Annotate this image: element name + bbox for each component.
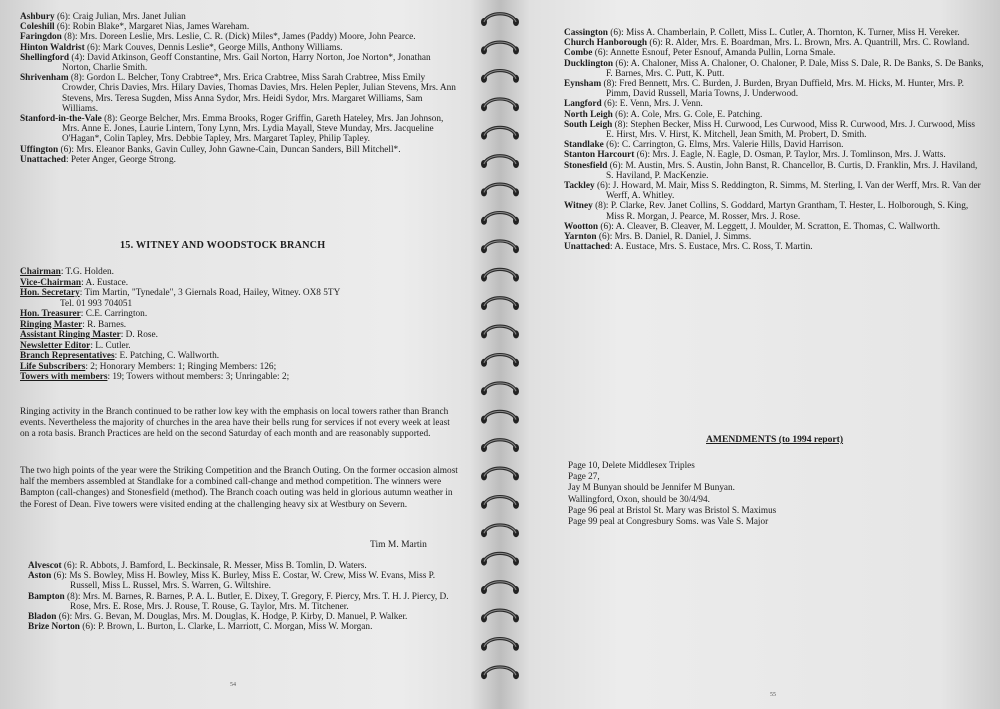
tower-entry — [28, 592, 453, 612]
tower-name: Witney — [564, 201, 593, 212]
tower-entry — [564, 110, 984, 120]
tower-name: Alvescot — [28, 561, 62, 571]
binding-ring — [481, 127, 519, 139]
tower-entry — [564, 140, 984, 150]
binding-ring — [481, 411, 519, 423]
tower-members: (8): Stephen Becker, Miss H. Curwood, Les Curwood, Miss R. Curwood, Mrs. J. Curwood, Miss E. Hirst, Mrs. V. Hirst, K. Mitchell, Jean Smith, M. Probert, D. Smith. — [606, 119, 976, 141]
tower-entry — [28, 561, 453, 571]
tower-name: South Leigh — [564, 119, 613, 130]
tower-members: (8): George Belcher, Mrs. Emma Brooks, Roger Griffin, Gareth Hateley, Mrs. Jan Johnson, Mrs. Anne E. Jones, Laurie Lintern, Tony Lynn, Mrs. Lydia Mayall, Steve Munday, Mrs. Jacqueline O'Hagan*, Colin Tapley, Mrs. Debbie Tapley, Mrs. Margaret Tapley, Philip Tapley. — [62, 114, 444, 145]
page-number: 54 — [230, 682, 236, 688]
report-paragraph-1: Ringing activity in the Branch continued to be rather low key with the emphasis on local towers rather than Branch events. Nevertheless the majority of churches in the area have their bells rung for services if not every week at least on a rota basis. Branch Practices are held on the second Saturday of each month and are reasonably supported. — [20, 407, 450, 440]
binding-ring — [481, 383, 519, 395]
tower-name: Combe — [564, 48, 593, 59]
tower-members: (6): A. Chaloner, Miss A. Chaloner, O. Chaloner, P. Dale, Miss S. Dale, R. De Banks, S. De Banks, F. Barnes, Mrs. C. Putt, K. Putt. — [606, 58, 984, 79]
tower-entry — [564, 222, 984, 232]
tower-members: (8): P. Clarke, Rev. Janet Collins, S. Goddard, Martyn Grantham, T. Hester, L. Holborough, S. King, Miss R. Morgan, J. Pearce, M. Rosser, Mrs. J. Rose. — [592, 201, 969, 222]
tower-entry — [564, 99, 984, 109]
officer-line — [20, 372, 460, 383]
tower-name: Unattached — [20, 154, 66, 165]
officer-line — [20, 341, 460, 352]
tower-members: (6): E. Venn, Mrs. J. Venn. — [601, 99, 703, 110]
binding-ring — [481, 269, 519, 281]
tower-name: Shellingford — [20, 52, 70, 63]
binding-ring — [481, 639, 519, 651]
binding-ring — [481, 667, 519, 679]
tower-list-bottom — [28, 561, 453, 632]
tower-name: Shrivenham — [20, 73, 69, 84]
binding-ring — [481, 184, 519, 196]
tower-members: (6): Mrs. J. Eagle, N. Eagle, D. Osman, P. Taylor, Mrs. J. Tomlinson, Mrs. J. Watts. — [634, 150, 946, 161]
tower-members: (8): Fred Bennett, Mrs. C. Burden, J. Burden, Bryan Duffield, Mrs. M. Hicks, M. Hunter, Mrs. P. Pimm, David Russell, Maria Towns, J. Underwood. — [601, 79, 964, 100]
tower-members: (6): Mrs. G. Bevan, M. Douglas, Mrs. M. Douglas, K. Hodge, P. Kirby, D. Manuel, P. Walker. — [56, 612, 408, 623]
tower-members: (6): J. Howard, M. Mair, Miss S. Reddington, R. Simms, M. Sterling, I. Van der Werff, Mrs. R. Van der Werff, A. Whitley. — [594, 181, 981, 202]
officer-line — [20, 330, 460, 341]
officer-role: Assistant Ringing Master — [20, 330, 121, 340]
officer-line — [20, 362, 460, 373]
tower-members: (6): R. Abbots, J. Bamford, L. Beckinsale, R. Messer, Miss B. Tomlin, D. Waters. — [61, 561, 367, 571]
tower-name: Bladon — [28, 612, 57, 623]
tower-members: (8): Mrs. Doreen Leslie, Mrs. Leslie, C. R. (Dick) Miles*, James (Paddy) Moore, John Pearce. — [61, 32, 416, 43]
officer-role: Towers with members — [20, 372, 108, 382]
tower-name: Standlake — [564, 140, 604, 151]
binding-ring — [481, 71, 519, 83]
officer-role: Ringing Master — [20, 319, 83, 330]
officer-line — [20, 299, 460, 310]
tower-name: Church Hanborough — [564, 38, 648, 49]
binding-ring — [481, 525, 519, 537]
tower-name: Ashbury — [20, 12, 55, 22]
right-page — [522, 0, 1000, 709]
tower-name: Cassington — [564, 28, 608, 38]
tower-name: Yarnton — [564, 232, 597, 243]
tower-entry — [20, 53, 460, 73]
tower-members: (6): Ms S. Bowley, Miss H. Bowley, Miss K. Burley, Miss E. Costar, W. Crew, Miss W. Evans, Miss P. Russell, Miss L. Russel, Mrs. S. Warren, G. Wiltshire. — [51, 571, 436, 592]
officer-line — [20, 278, 460, 289]
binding-ring — [481, 355, 519, 367]
officer-value: : R. Barnes. — [82, 319, 127, 330]
report-paragraph-2: The two high points of the year were the Striking Competition and the Branch Outing. On the former occasion almost half the members assembled at Standlake for a combined call-change and method competition. The winners were Bampton (call-changes) and Stonesfield (method). The Branch coach outing was held in glorious autumn weather in the Forest of Dean. Five towers were visited ending at the challenging heavy six at Westbury on Severn. — [20, 466, 458, 510]
officer-role: Life Subscribers — [20, 361, 86, 372]
tower-entry — [28, 612, 453, 622]
tower-entry — [20, 155, 460, 165]
tower-name: Coleshill — [20, 22, 55, 33]
report-signature: Tim M. Martin — [370, 540, 427, 550]
branch-officers — [20, 267, 460, 383]
tower-entry — [564, 28, 984, 38]
officer-line — [20, 288, 460, 299]
officer-value: : A. Eustace. — [81, 277, 129, 288]
tower-entry — [20, 22, 460, 32]
officer-line — [20, 320, 460, 331]
tower-members: (8): Gordon L. Belcher, Tony Crabtree*, Mrs. Erica Crabtree, Miss Sarah Crabtree, Miss Emily Crowder, Chris Davies, Mrs. Hilary Davies, Thomas Davies, Mrs. Helen Pepler, Julian Stevens, Mrs. Ann Stevens, Mrs. Teresa Sugden, Miss Anna Sydor, Mrs. Heidi Sydor, Mrs. Margaret Williams, Sam Williams. — [62, 73, 456, 114]
officer-role: Hon. Treasurer — [20, 309, 81, 319]
binding-ring — [481, 553, 519, 565]
amendments-title: AMENDMENTS (to 1994 report) — [706, 434, 844, 445]
tower-name: Stanton Harcourt — [564, 150, 635, 161]
tower-entry — [564, 38, 984, 48]
officer-value: : E. Patching, C. Wallworth. — [114, 351, 220, 361]
tower-name: Bampton — [28, 591, 65, 602]
officer-value: : L. Cutler. — [90, 340, 131, 351]
tower-name: Unattached — [564, 242, 610, 253]
tower-name: Faringdon — [20, 32, 62, 43]
binding-ring — [481, 298, 519, 310]
branch-heading: 15. WITNEY AND WOODSTOCK BRANCH — [120, 240, 326, 251]
officer-value: : T.G. Holden. — [60, 267, 114, 277]
officer-line — [20, 351, 460, 362]
tower-members: (6): A. Cleaver, B. Cleaver, M. Leggett, J. Moulder, M. Scratton, E. Thomas, C. Wallworth. — [598, 221, 941, 232]
left-page — [0, 0, 478, 709]
binding-ring — [481, 14, 519, 26]
tower-name: Eynsham — [564, 79, 602, 90]
tower-members: (8): Mrs. M. Barnes, R. Barnes, P. A. L. Butler, E. Dixey, T. Gregory, F. Piercy, Mrs. T. H. J. Piercy, D. Rose, Mrs. E. Rose, Mrs. J. Rouse, T. Rouse, G. Taylor, Mrs. M. Titchener. — [64, 591, 449, 612]
tower-entry — [20, 114, 460, 145]
tower-name: Stonesfield — [564, 160, 608, 171]
tower-entry — [564, 120, 984, 140]
tower-members: : A. Eustace, Mrs. S. Eustace, Mrs. C. Ross, T. Martin. — [609, 242, 813, 253]
tower-members: (6): Robin Blake*, Margaret Nias, James Wareham. — [54, 22, 250, 33]
binding-ring — [481, 99, 519, 111]
amendment-line: Page 96 peal at Bristol St. Mary was Bristol S. Maximus — [568, 504, 777, 515]
tower-entry — [20, 73, 460, 114]
amendment-line: Jay M Bunyan should be Jennifer M Bunyan. — [568, 482, 735, 493]
tower-entry — [20, 12, 460, 22]
tower-entry — [20, 32, 460, 42]
binding-ring — [481, 42, 519, 54]
tower-entry — [20, 145, 460, 155]
binding-ring — [481, 213, 519, 225]
tower-members: (6): Miss A. Chamberlain, P. Collett, Miss L. Cutler, A. Thornton, K. Turner, Miss H. Vereker. — [607, 28, 960, 38]
officer-role: Hon. Secretary — [20, 288, 80, 298]
tower-name: Brize Norton — [28, 622, 80, 633]
tower-members: (6): Craig Julian, Mrs. Janet Julian — [54, 12, 186, 22]
tower-entry — [28, 571, 453, 591]
tower-members: (6): A. Cole, Mrs. G. Cole, E. Patching. — [612, 109, 763, 120]
tower-members: (6): C. Carrington, G. Elms, Mrs. Valerie Hills, David Harrison. — [603, 140, 844, 151]
amendment-line: Page 99 peal at Congresbury Soms. was Vale S. Major — [568, 516, 769, 527]
tower-name: Stanford-in-the-Vale — [20, 114, 102, 125]
tower-name: Ducklington — [564, 58, 614, 69]
officer-value: : C.E. Carrington. — [80, 309, 148, 319]
amendments-list — [568, 460, 988, 527]
tower-members: (4): David Atkinson, Geoff Constantine, Mrs. Gail Norton, Harry Norton, Joe Norton*, Jonathan Norton, Charlie Smith. — [62, 52, 431, 74]
amendment-line: Page 10, Delete Middlesex Triples — [568, 460, 695, 470]
tower-members: (6): R. Alder, Mrs. E. Boardman, Mrs. L. Brown, Mrs. A. Quantrill, Mrs. C. Rowland. — [647, 38, 970, 49]
tower-name: Tackley — [564, 181, 595, 192]
tower-members: (6): Mrs. Eleanor Banks, Gavin Culley, John Gawne-Cain, Duncan Sanders, Bill Mitchell*. — [58, 144, 401, 155]
tower-entry — [564, 201, 984, 221]
tower-entry — [564, 232, 984, 242]
binding-ring — [481, 497, 519, 509]
tower-name: North Leigh — [564, 109, 613, 120]
tower-entry — [564, 242, 984, 252]
spiral-binding — [478, 8, 522, 708]
tower-members: (6): P. Brown, L. Burton, L. Clarke, L. Marriott, C. Morgan, Miss W. Morgan. — [79, 622, 373, 633]
officer-line — [20, 267, 460, 278]
tower-name: Hinton Waldrist — [20, 42, 85, 53]
tower-members: : Peter Anger, George Strong. — [65, 154, 176, 165]
officer-value: : Tim Martin, "Tynedale", 3 Giernals Road, Hailey, Witney. OX8 5TY — [79, 288, 341, 298]
tower-entry — [564, 59, 984, 79]
tower-name: Uffington — [20, 144, 59, 155]
tower-members: (6): Mrs. B. Daniel, R. Daniel, J. Simms. — [596, 232, 752, 243]
tower-entry — [564, 181, 984, 201]
binding-ring — [481, 610, 519, 622]
officer-role: Vice-Chairman — [20, 277, 82, 288]
binding-ring — [481, 156, 519, 168]
tower-entry — [20, 43, 460, 53]
tower-list-top — [20, 12, 460, 165]
tower-list-right — [564, 28, 984, 252]
officer-role: Chairman — [20, 267, 61, 277]
officer-line — [20, 309, 460, 320]
tower-members: (6): Mark Couves, Dennis Leslie*, George Mills, Anthony Williams. — [84, 42, 343, 53]
binding-ring — [481, 468, 519, 480]
binding-ring — [481, 440, 519, 452]
tower-name: Wootton — [564, 221, 599, 232]
tower-members: (6): Annette Esnouf, Peter Esnouf, Amanda Pullin, Lorna Smale. — [592, 48, 836, 59]
amendment-line: Page 27, — [568, 471, 600, 482]
officer-role: Branch Representatives — [20, 351, 115, 361]
page-number: 55 — [770, 692, 776, 698]
officer-value: : 2; Honorary Members: 1; Ringing Members: 126; — [85, 361, 277, 372]
tower-entry — [564, 150, 984, 160]
tower-name: Aston — [28, 571, 52, 582]
amendment-line: Wallingford, Oxon, should be 30/4/94. — [568, 493, 710, 504]
binding-ring — [481, 326, 519, 338]
tower-name: Langford — [564, 99, 602, 110]
binding-ring — [481, 582, 519, 594]
tower-entry — [564, 79, 984, 99]
officer-value: : D. Rose. — [120, 330, 158, 340]
tower-entry — [28, 622, 453, 632]
officer-role: Newsletter Editor — [20, 340, 91, 351]
officer-value: Tel. 01 993 704051 — [60, 298, 133, 309]
binding-ring — [481, 241, 519, 253]
officer-value: : 19; Towers without members: 3; Unringable: 2; — [107, 372, 290, 382]
tower-members: (6): M. Austin, Mrs. S. Austin, John Banst, R. Chancellor, B. Curtis, D. Franklin, Mrs. J. Haviland, S. Haviland, P. MacKenzie. — [606, 160, 978, 181]
tower-entry — [564, 48, 984, 58]
tower-entry — [564, 161, 984, 181]
